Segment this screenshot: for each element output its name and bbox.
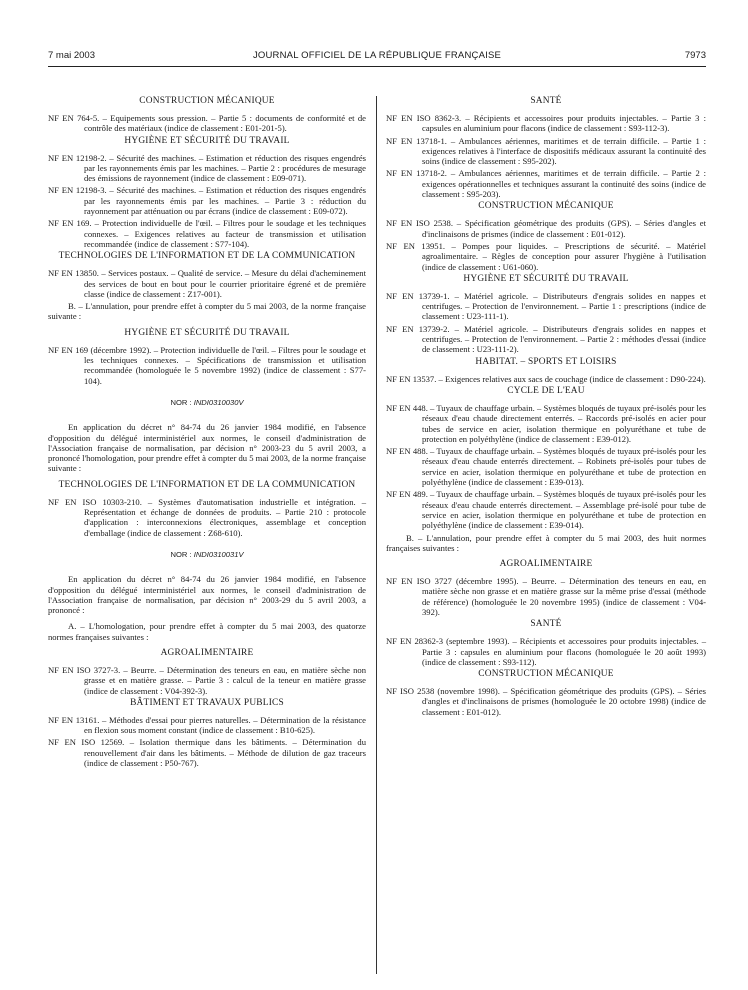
section-heading: HYGIÈNE ET SÉCURITÉ DU TRAVAIL bbox=[124, 135, 290, 146]
standard-entry: NF EN ISO 12569. – Isolation thermique dans les bâtiments. – Détermination du renouvellement d'air dans les bâtiments. – Méthode de dilution de gaz traceurs (indice de classement : P50-767). bbox=[48, 737, 366, 769]
section-heading: HYGIÈNE ET SÉCURITÉ DU TRAVAIL bbox=[124, 327, 290, 338]
nor-code: INDI0310030V bbox=[193, 397, 244, 407]
right-column bbox=[386, 96, 706, 719]
section-heading: AGROALIMENTAIRE bbox=[160, 647, 254, 658]
section-heading: SANTÉ bbox=[530, 619, 562, 630]
nor-reference bbox=[48, 550, 366, 560]
standard-entry: NF EN 13739-2. – Matériel agricole. – Distributeurs d'engrais solides en nappes et centrifuges. – Protection de l'environnement. – Partie 2 : méthodes d'essai (indice de classement : U23-111-2). bbox=[386, 323, 706, 355]
section-heading: TECHNOLOGIES DE L'INFORMATION ET DE LA COMMUNICATION bbox=[58, 479, 356, 490]
standard-entry: NF EN 12198-3. – Sécurité des machines. – Estimation et réduction des risques engendrés par les rayonnements émis par les machines. – Partie 3 : réduction du rayonnement par atténuation ou par écrans (indice de classement : E09-072). bbox=[48, 185, 366, 217]
standard-entry: NF EN 448. – Tuyaux de chauffage urbain. – Systèmes bloqués de tuyaux pré-isolés pour les réseaux d'eau chaude directement enterrés. – Raccords pré-isolés en acier pour tubes de service en acier, isolation thermique en polyuréthane et tube de protection en polyéthylène (indice de classement : E39-012). bbox=[386, 402, 706, 444]
section-heading: CYCLE DE L'EAU bbox=[507, 385, 585, 396]
standard-entry: NF EN ISO 3727 (décembre 1995). – Beurre. – Détermination des teneurs en eau, en matière sèche non grasse et en matière grasse sur la même prise d'essai (méthode de référence) (homologuée le 20 novembre 1995) (indice de classement : V04-392). bbox=[386, 576, 706, 617]
nor-label: NOR : bbox=[170, 549, 192, 559]
nor-label: NOR : bbox=[170, 397, 192, 407]
left-column bbox=[48, 96, 366, 770]
section-heading: AGROALIMENTAIRE bbox=[499, 559, 593, 570]
standard-entry: NF EN 489. – Tuyaux de chauffage urbain. – Systèmes bloqués de tuyaux pré-isolés pour les réseaux d'eau chaude enterrés directement. – Assemblage pré-isolé pour tube de service en acier, isolation thermique en polyuréthane et tube de protection en polyéthylène (indice de classement : E39-014). bbox=[386, 489, 706, 531]
nor-reference bbox=[48, 398, 366, 408]
section-heading: CONSTRUCTION MÉCANIQUE bbox=[478, 669, 614, 680]
section-heading: BÂTIMENT ET TRAVAUX PUBLICS bbox=[130, 697, 284, 708]
page-number: 7973 bbox=[684, 50, 706, 61]
section-heading: HYGIÈNE ET SÉCURITÉ DU TRAVAIL bbox=[463, 273, 629, 284]
section-heading: TECHNOLOGIES DE L'INFORMATION ET DE LA COMMUNICATION bbox=[58, 251, 356, 262]
standard-entry: NF EN ISO 2538. – Spécification géométrique des produits (GPS). – Séries d'angles et d'inclinaisons de prismes (indice de classement : E01-012). bbox=[386, 218, 706, 239]
standard-entry: NF EN 28362-3 (septembre 1993). – Récipients et accessoires pour produits injectables. – Partie 3 : capsules en aluminium pour flacons (homologuée le 20 août 1993) (indice de classement : S93-112). bbox=[386, 636, 706, 667]
standard-entry: NF EN 169. – Protection individuelle de l'œil. – Filtres pour le soudage et les techniques connexes. – Exigences relatives au facteur de transmission et utilisation recommandée (indice de classement : S77-104). bbox=[48, 218, 366, 249]
section-heading: SANTÉ bbox=[530, 96, 562, 106]
standard-entry: NF EN 13718-1. – Ambulances aériennes, maritimes et de terrain difficile. – Partie 1 : exigences relatives à l'interface de dispositifs médicaux assurant la continuité des soins (indice de classement : S95-202). bbox=[386, 135, 706, 167]
issue-date: 7 mai 2003 bbox=[48, 50, 96, 61]
section-heading: CONSTRUCTION MÉCANIQUE bbox=[139, 96, 275, 106]
header-rule bbox=[48, 66, 706, 67]
body-paragraph: B. – L'annulation, pour prendre effet à compter du 5 mai 2003, des huit normes françaises suivantes : bbox=[386, 532, 706, 553]
body-paragraph: En application du décret n° 84-74 du 26 janvier 1984 modifié, en l'absence d'opposition du délégué interministériel aux normes, le conseil d'administration de l'Association française de normalisation, par décision n° 2003-29 du 5 avril 2003, a prononcé : bbox=[48, 574, 366, 616]
standard-entry: NF EN 764-5. – Equipements sous pression. – Partie 5 : documents de conformité et de contrôle des matériaux (indice de classement : E01-201-5). bbox=[48, 113, 366, 134]
standard-entry: NF EN ISO 10303-210. – Systèmes d'automatisation industrielle et intégration. – Représentation et échange de données de produits. – Partie 210 : protocole d'application : interconnexions électroniques, assemblage et conception d'emballage (indice de classement : Z68-610). bbox=[48, 496, 366, 538]
page-header bbox=[48, 50, 706, 64]
standard-entry: NF EN 13951. – Pompes pour liquides. – Prescriptions de sécurité. – Matériel agroalimentaire. – Règles de conception pour assurer l'hygiène à l'utilisation (indice de classement : U61-060). bbox=[386, 240, 706, 272]
standard-entry: NF EN 13537. – Exigences relatives aux sacs de couchage (indice de classement : D90-224). bbox=[386, 373, 706, 384]
standard-entry: NF EN 13739-1. – Matériel agricole. – Distributeurs d'engrais solides en nappes et centrifuges. – Protection de l'environnement. – Partie 1 : prescriptions (indice de classement : U23-111-1). bbox=[386, 290, 706, 322]
standard-entry: NF EN 169 (décembre 1992). – Protection individuelle de l'œil. – Filtres pour le soudage et les techniques connexes. – Spécifications de transmission et utilisation recommandée (homologuée le 5 novembre 1992) (indice de classement : S77-104). bbox=[48, 344, 366, 386]
standard-entry: NF EN 12198-2. – Sécurité des machines. – Estimation et réduction des risques engendrés par les rayonnements émis par les machines. – Partie 2 : procédures de mesurage des émissions de rayonnement (indice de classement : E09-071). bbox=[48, 152, 366, 184]
journal-title: JOURNAL OFFICIEL DE LA RÉPUBLIQUE FRANÇAISE bbox=[252, 50, 502, 61]
body-paragraph: En application du décret n° 84-74 du 26 janvier 1984 modifié, en l'absence d'opposition du délégué interministériel aux normes, le conseil d'administration de l'Association française de normalisation, par décision n° 2003-23 du 5 avril 2003, a prononcé l'homologation, pour prendre effet à compter du 5 mai 2003, de la norme française suivante : bbox=[48, 422, 366, 474]
standard-entry: NF ISO 2538 (novembre 1998). – Spécification géométrique des produits (GPS). – Séries d'angles et d'inclinaisons de prismes (homologuée le 20 octobre 1998) (indice de classement : E01-012). bbox=[386, 686, 706, 717]
standard-entry: NF EN 13718-2. – Ambulances aériennes, maritimes et de terrain difficile. – Partie 2 : exigences opérationnelles et techniques assurant la continuité des soins (indice de classement : S95-203). bbox=[386, 168, 706, 200]
column-divider bbox=[376, 96, 377, 974]
body-paragraph: A. – L'homologation, pour prendre effet à compter du 5 mai 2003, des quatorze normes françaises suivantes : bbox=[48, 621, 366, 642]
nor-code: INDI0310031V bbox=[193, 549, 244, 559]
body-paragraph: B. – L'annulation, pour prendre effet à compter du 5 mai 2003, de la norme française suivante : bbox=[48, 301, 366, 322]
standard-entry: NF EN 13850. – Services postaux. – Qualité de service. – Mesure du délai d'acheminement des services de bout en bout pour le courrier prioritaire égrené et de première classe (indice de classement : Z17-001). bbox=[48, 268, 366, 299]
section-heading: HABITAT. – SPORTS ET LOISIRS bbox=[475, 356, 617, 367]
standard-entry: NF EN 13161. – Méthodes d'essai pour pierres naturelles. – Détermination de la résistance en flexion sous moment constant (indice de classement : B10-625). bbox=[48, 714, 366, 736]
standard-entry: NF EN ISO 8362-3. – Récipients et accessoires pour produits injectables. – Partie 3 : capsules en aluminium pour flacons (indice de classement : S93-112-3). bbox=[386, 113, 706, 134]
standard-entry: NF EN ISO 3727-3. – Beurre. – Détermination des teneurs en eau, en matière sèche non grasse et en matière grasse. – Partie 3 : calcul de la teneur en matière grasse (indice de classement : V04-392-3). bbox=[48, 664, 366, 696]
standard-entry: NF EN 488. – Tuyaux de chauffage urbain. – Systèmes bloqués de tuyaux pré-isolés pour les réseaux d'eau chaude enterrés directement. – Robinets pré-isolés pour tubes de service en acier, isolation thermique en polyuréthane et tube de protection en polyéthylène (indice de classement : E39-013). bbox=[386, 446, 706, 488]
section-heading: CONSTRUCTION MÉCANIQUE bbox=[478, 201, 614, 212]
